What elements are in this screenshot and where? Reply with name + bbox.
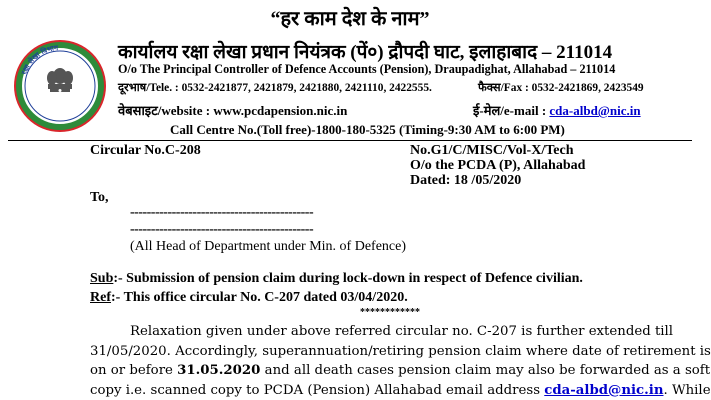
addressee: (All Head of Department under Min. of Defence) [130,239,407,254]
ashoka-emblem-icon [47,68,73,92]
subject-label: Sub [90,271,114,286]
issuing-office: O/o the PCDA (P), Allahabad [410,158,586,173]
reference-line [90,290,408,306]
file-number: No.G1/C/MISC/Vol-X/Tech [410,143,574,158]
paragraph-line-4 [90,381,711,400]
paragraph-line-1: Relaxation given under above referred circular no. C-207 is further extended till [130,324,674,339]
paragraph-line-4a: copy i.e. scanned copy to PCDA (Pension) Allahabad email address [90,382,545,398]
body-paragraph [90,322,711,400]
email-label: ई-मेल/e-mail : [473,103,550,118]
paragraph-line-3c: and all death cases pension claim may also be forwarded as a soft [260,363,711,378]
call-centre-line: Call Centre No.(Toll free)-1800-180-5325 (Timing-9:30 AM to 6:00 PM) [170,122,565,137]
header-divider [8,140,692,141]
subject-line [90,271,583,287]
address-blank-line-1: -------------------------------------------- [130,205,314,220]
to-label: To, [90,190,109,205]
paragraph-line-2: 31/05/2020. Accordingly, superannuation/retiring pension claim where date of retirement is [90,343,711,359]
office-name-english: O/o The Principal Controller of Defence Accounts (Pension), Draupadighat, Allahabad – 211014 [118,62,616,76]
reference-text: :- This office circular No. C-207 dated 03/04/2020. [111,290,408,305]
email-line [473,101,641,119]
office-name-hindi: कार्यालय रक्षा लेखा प्रधान नियंत्रक (पें०) द्रौपदी घाट, इलाहाबाद – 211014 [118,42,613,63]
emblem-ring-text: रक्षा लेखा विभाग [20,44,59,76]
separator: ************ [360,307,420,318]
header-motto: “हर काम देश के नाम” [270,8,430,30]
circular-date: Dated: 18 /05/2020 [410,173,522,188]
paragraph-line-3a: on or before [90,363,178,378]
body-email-link[interactable]: cda-albd@nic.in [544,382,664,398]
paragraph-line-4c: . While [663,382,711,398]
fax-numbers: फैक्स/Fax : 0532-2421869, 2423549 [478,82,644,94]
reference-label: Ref [90,290,111,305]
address-blank-line-2: -------------------------------------------- [130,222,314,237]
email-link[interactable]: cda-albd@nic.in [549,103,641,118]
paragraph-line-3 [90,361,711,381]
circular-number: Circular No.C-208 [90,143,201,158]
subject-text: :- Submission of pension claim during lock-down in respect of Defence civilian. [113,271,583,286]
deadline-date: 31.05.2020 [177,363,261,378]
department-emblem-icon [12,38,108,134]
telephone-numbers: दूरभाष/Tele. : 0532-2421877, 2421879, 2421880, 2421110, 2422555. [118,82,432,94]
website-line[interactable]: वेबसाइट/website : www.pcdapension.nic.in [118,103,348,118]
